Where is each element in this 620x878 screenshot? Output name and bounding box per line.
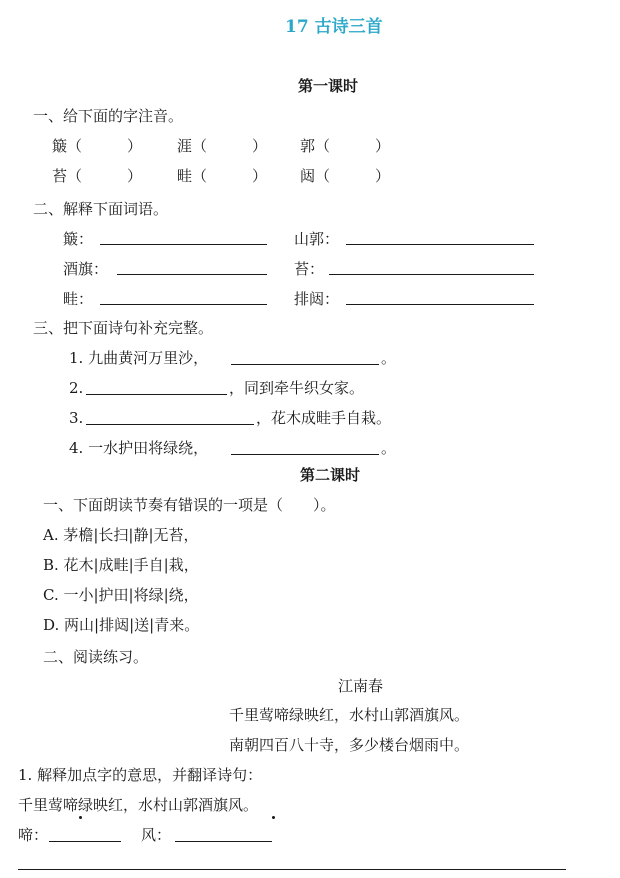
option-b[interactable]: B. 花木|成畦|手自|栽， <box>43 556 199 574</box>
pinyin-item: 簸（ ） <box>52 137 143 155</box>
pinyin-item: 畦（ ） <box>177 167 268 185</box>
emphasis-dot <box>272 816 275 819</box>
answer-line[interactable] <box>49 841 121 842</box>
option-c[interactable]: C. 一小|护田|将绿|绕， <box>43 586 199 604</box>
pinyin-item: 郭（ ） <box>300 137 391 155</box>
answer-line[interactable] <box>100 304 267 305</box>
answer-line[interactable] <box>346 304 534 305</box>
poem-line-text: 4. 一水护田将绿绕， <box>69 439 209 457</box>
l2-q2-title: 二、阅读练习。 <box>43 648 149 666</box>
term-label: 苔： <box>294 260 325 278</box>
poem-line-text: 。 <box>381 349 397 367</box>
answer-line[interactable] <box>231 364 379 365</box>
translation-line[interactable] <box>18 869 566 870</box>
poem-line-text: 2. <box>69 379 84 397</box>
pinyin-item: 苔（ ） <box>52 167 143 185</box>
l2-q1-title: 一、下面朗读节奏有错误的一项是（ ）。 <box>43 496 336 514</box>
poem-line-text: 。 <box>381 439 397 457</box>
term-label: 山郭： <box>294 230 340 248</box>
pinyin-item: 涯（ ） <box>177 137 268 155</box>
q2-title: 二、解释下面词语。 <box>33 200 169 218</box>
sub-question-title: 1. 解释加点字的意思，并翻译诗句： <box>18 766 263 784</box>
lesson1-heading: 第一课时 <box>298 77 359 95</box>
answer-line[interactable] <box>346 244 534 245</box>
pinyin-item: 闼（ ） <box>300 167 391 185</box>
poem-line-text: ，花木成畦手自栽。 <box>256 409 392 427</box>
term-label: 簸： <box>63 230 94 248</box>
q3-title: 三、把下面诗句补充完整。 <box>33 319 214 337</box>
answer-line[interactable] <box>117 274 267 275</box>
answer-line[interactable] <box>175 841 272 842</box>
emphasis-dot <box>79 816 82 819</box>
term-label: 畦： <box>63 290 94 308</box>
answer-label: 风： <box>141 826 172 844</box>
answer-line[interactable] <box>86 424 254 425</box>
poem-line: 千里莺啼绿映红，水村山郭酒旗风。 <box>229 706 470 724</box>
q1-title: 一、给下面的字注音。 <box>33 107 184 125</box>
option-d[interactable]: D. 两山|排闼|送|青来。 <box>43 616 200 634</box>
page-title: 17 古诗三首 <box>285 17 383 37</box>
term-label: 排闼： <box>294 290 340 308</box>
term-label: 酒旗： <box>63 260 109 278</box>
answer-line[interactable] <box>100 244 267 245</box>
poem-line: 南朝四百八十寺，多少楼台烟雨中。 <box>229 736 470 754</box>
poem-line-text: ，同到牵牛织女家。 <box>229 379 365 397</box>
poem-line-text: 3. <box>69 409 84 427</box>
option-a[interactable]: A. 茅檐|长扫|静|无苔， <box>43 526 199 544</box>
poem-line-text: 1. 九曲黄河万里沙， <box>69 349 209 367</box>
poem-title: 江南春 <box>338 677 384 695</box>
answer-line[interactable] <box>329 274 534 275</box>
lesson2-heading: 第二课时 <box>300 466 361 484</box>
answer-line[interactable] <box>86 394 227 395</box>
target-poem-line: 千里莺啼绿映红，水村山郭酒旗风。 <box>18 796 259 814</box>
answer-label: 啼： <box>18 826 49 844</box>
answer-line[interactable] <box>231 454 379 455</box>
